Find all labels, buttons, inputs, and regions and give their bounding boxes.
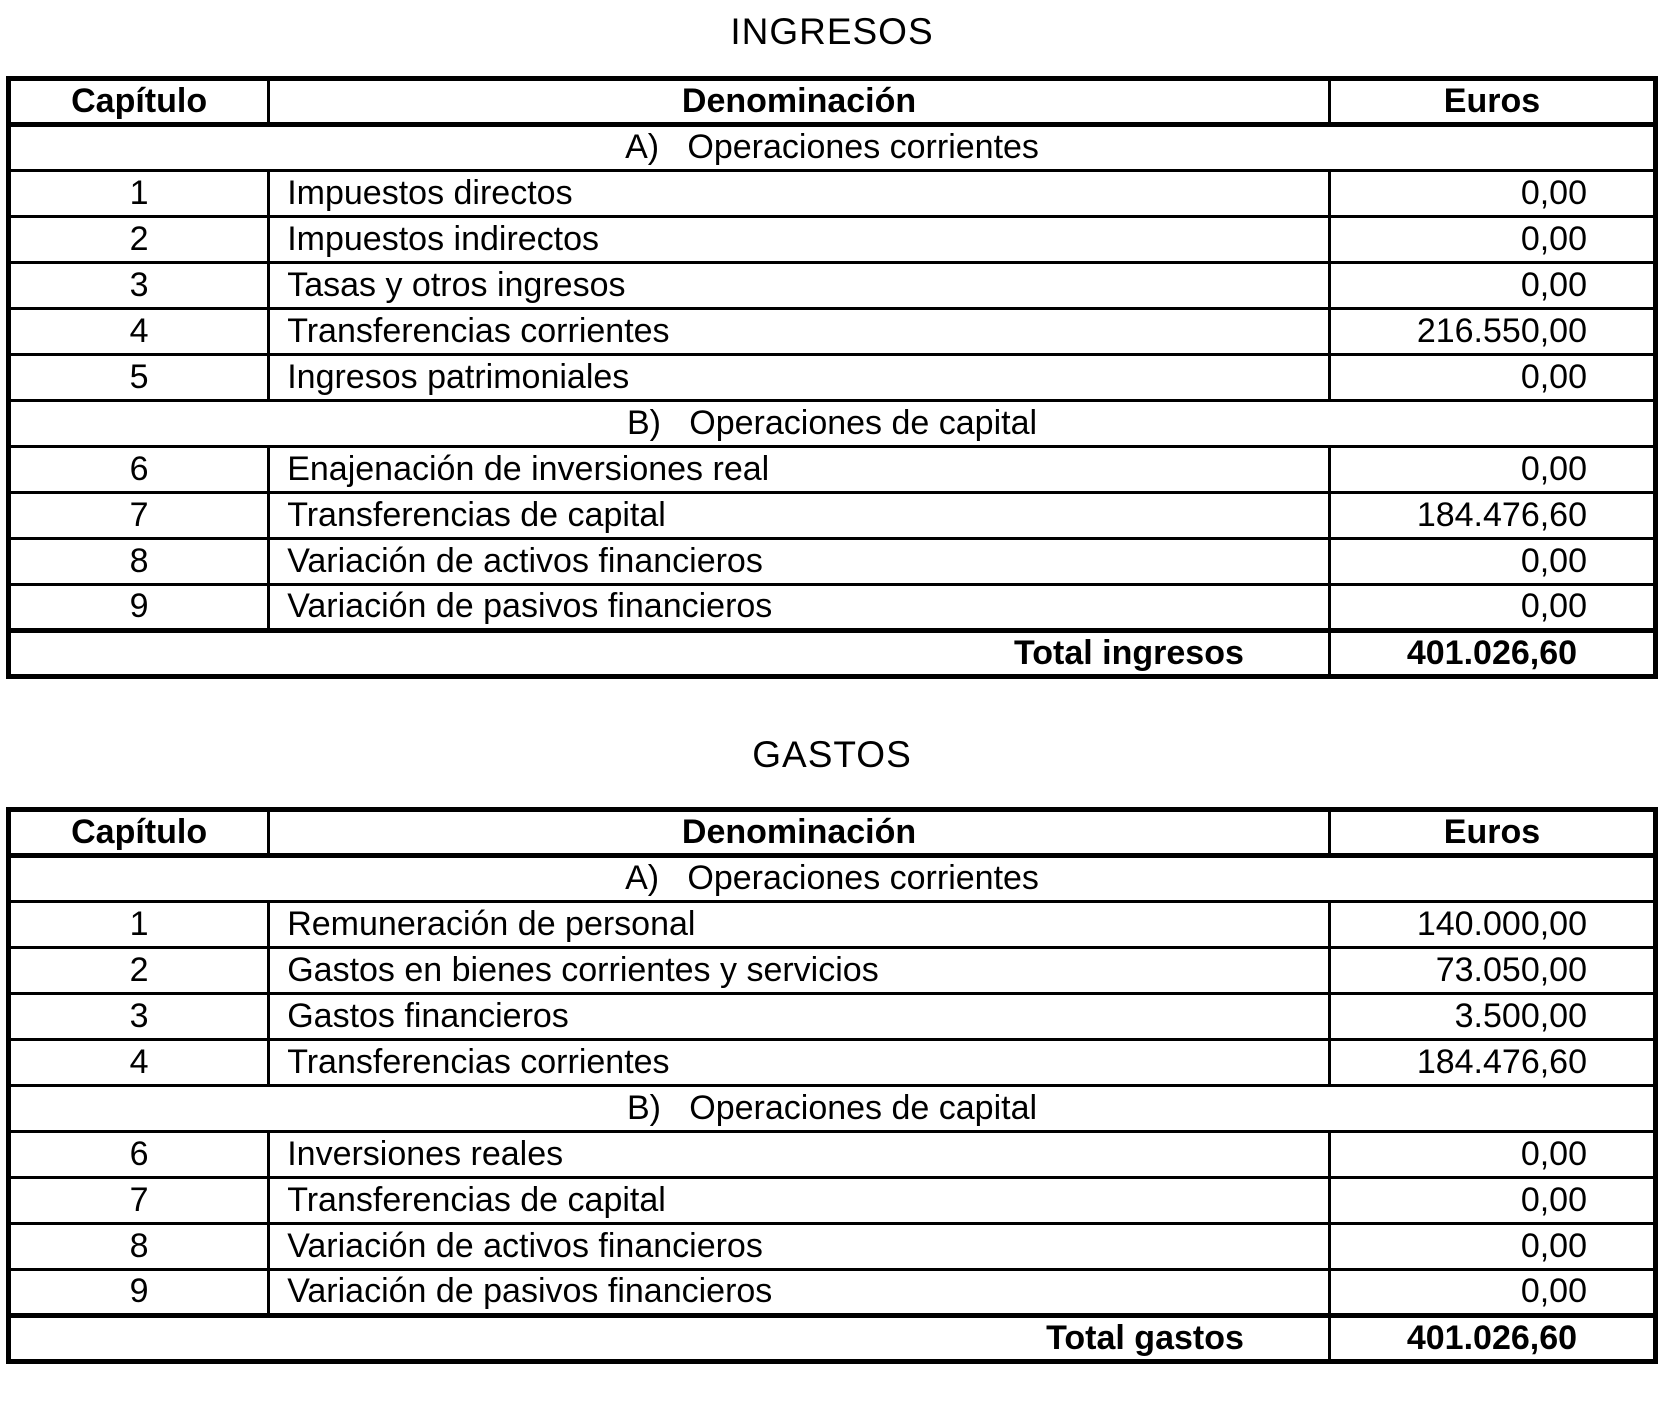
denomination-cell: Transferencias de capital <box>269 1178 1330 1224</box>
table-row <box>9 355 1656 401</box>
gastos-section-a-label: A) Operaciones corrientes <box>9 856 1656 902</box>
denomination-cell: Gastos financieros <box>269 994 1330 1040</box>
gastos-total-row <box>9 1316 1656 1362</box>
chapter-cell: 3 <box>9 994 269 1040</box>
chapter-cell: 2 <box>9 948 269 994</box>
gastos-column-header-euros: Euros <box>1329 810 1655 856</box>
table-row <box>9 902 1656 948</box>
table-row <box>9 539 1656 585</box>
denomination-cell: Gastos en bienes corrientes y servicios <box>269 948 1330 994</box>
ingresos-total-amount: 401.026,60 <box>1329 631 1655 677</box>
chapter-cell: 3 <box>9 263 269 309</box>
chapter-cell: 6 <box>9 447 269 493</box>
amount-cell: 0,00 <box>1329 585 1655 631</box>
amount-cell: 0,00 <box>1329 263 1655 309</box>
amount-cell: 184.476,60 <box>1329 1040 1655 1086</box>
gastos-title: GASTOS <box>752 734 912 775</box>
chapter-cell: 8 <box>9 539 269 585</box>
denomination-cell: Inversiones reales <box>269 1132 1330 1178</box>
gastos-header-row <box>9 810 1656 856</box>
amount-cell: 0,00 <box>1329 1178 1655 1224</box>
table-row <box>9 1270 1656 1316</box>
denomination-cell: Variación de pasivos financieros <box>269 585 1330 631</box>
gastos-total-label: Total gastos <box>9 1316 1330 1362</box>
amount-cell: 0,00 <box>1329 447 1655 493</box>
ingresos-section-b-label: B) Operaciones de capital <box>9 401 1656 447</box>
table-row <box>9 493 1656 539</box>
gastos-column-header-capitulo: Capítulo <box>9 810 269 856</box>
chapter-cell: 2 <box>9 217 269 263</box>
denomination-cell: Variación de pasivos financieros <box>269 1270 1330 1316</box>
amount-cell: 0,00 <box>1329 1270 1655 1316</box>
table-row <box>9 309 1656 355</box>
chapter-cell: 7 <box>9 1178 269 1224</box>
chapter-cell: 5 <box>9 355 269 401</box>
ingresos-section-a-label: A) Operaciones corrientes <box>9 125 1656 171</box>
table-row <box>9 1178 1656 1224</box>
ingresos-header-row <box>9 79 1656 125</box>
ingresos-table <box>6 76 1658 679</box>
table-row <box>9 994 1656 1040</box>
table-row <box>9 1132 1656 1178</box>
chapter-cell: 1 <box>9 171 269 217</box>
table-row <box>9 1224 1656 1270</box>
ingresos-section-b-row <box>9 401 1656 447</box>
table-row <box>9 948 1656 994</box>
chapter-cell: 4 <box>9 1040 269 1086</box>
chapter-cell: 9 <box>9 1270 269 1316</box>
denomination-cell: Variación de activos financieros <box>269 1224 1330 1270</box>
chapter-cell: 6 <box>9 1132 269 1178</box>
chapter-cell: 1 <box>9 902 269 948</box>
amount-cell: 3.500,00 <box>1329 994 1655 1040</box>
denomination-cell: Tasas y otros ingresos <box>269 263 1330 309</box>
table-row <box>9 1040 1656 1086</box>
denomination-cell: Variación de activos financieros <box>269 539 1330 585</box>
amount-cell: 0,00 <box>1329 355 1655 401</box>
denomination-cell: Enajenación de inversiones real <box>269 447 1330 493</box>
ingresos-title: INGRESOS <box>730 11 934 52</box>
table-row <box>9 171 1656 217</box>
denomination-cell: Impuestos indirectos <box>269 217 1330 263</box>
gastos-table <box>6 807 1658 1364</box>
gastos-section-a-row <box>9 856 1656 902</box>
denomination-cell: Impuestos directos <box>269 171 1330 217</box>
amount-cell: 184.476,60 <box>1329 493 1655 539</box>
amount-cell: 216.550,00 <box>1329 309 1655 355</box>
chapter-cell: 9 <box>9 585 269 631</box>
amount-cell: 73.050,00 <box>1329 948 1655 994</box>
denomination-cell: Transferencias corrientes <box>269 309 1330 355</box>
chapter-cell: 7 <box>9 493 269 539</box>
ingresos-total-row <box>9 631 1656 677</box>
amount-cell: 0,00 <box>1329 1224 1655 1270</box>
gastos-section-b-label: B) Operaciones de capital <box>9 1086 1656 1132</box>
amount-cell: 0,00 <box>1329 217 1655 263</box>
table-row <box>9 217 1656 263</box>
ingresos-section-a-row <box>9 125 1656 171</box>
gastos-section-b-row <box>9 1086 1656 1132</box>
gastos-total-amount: 401.026,60 <box>1329 1316 1655 1362</box>
ingresos-column-header-denominacion: Denominación <box>269 79 1330 125</box>
amount-cell: 0,00 <box>1329 171 1655 217</box>
denomination-cell: Remuneración de personal <box>269 902 1330 948</box>
table-row <box>9 263 1656 309</box>
ingresos-column-header-euros: Euros <box>1329 79 1655 125</box>
chapter-cell: 4 <box>9 309 269 355</box>
denomination-cell: Transferencias de capital <box>269 493 1330 539</box>
table-row <box>9 447 1656 493</box>
chapter-cell: 8 <box>9 1224 269 1270</box>
ingresos-total-label: Total ingresos <box>9 631 1330 677</box>
gastos-column-header-denominacion: Denominación <box>269 810 1330 856</box>
amount-cell: 140.000,00 <box>1329 902 1655 948</box>
ingresos-column-header-capitulo: Capítulo <box>9 79 269 125</box>
amount-cell: 0,00 <box>1329 539 1655 585</box>
denomination-cell: Ingresos patrimoniales <box>269 355 1330 401</box>
amount-cell: 0,00 <box>1329 1132 1655 1178</box>
denomination-cell: Transferencias corrientes <box>269 1040 1330 1086</box>
table-row <box>9 585 1656 631</box>
